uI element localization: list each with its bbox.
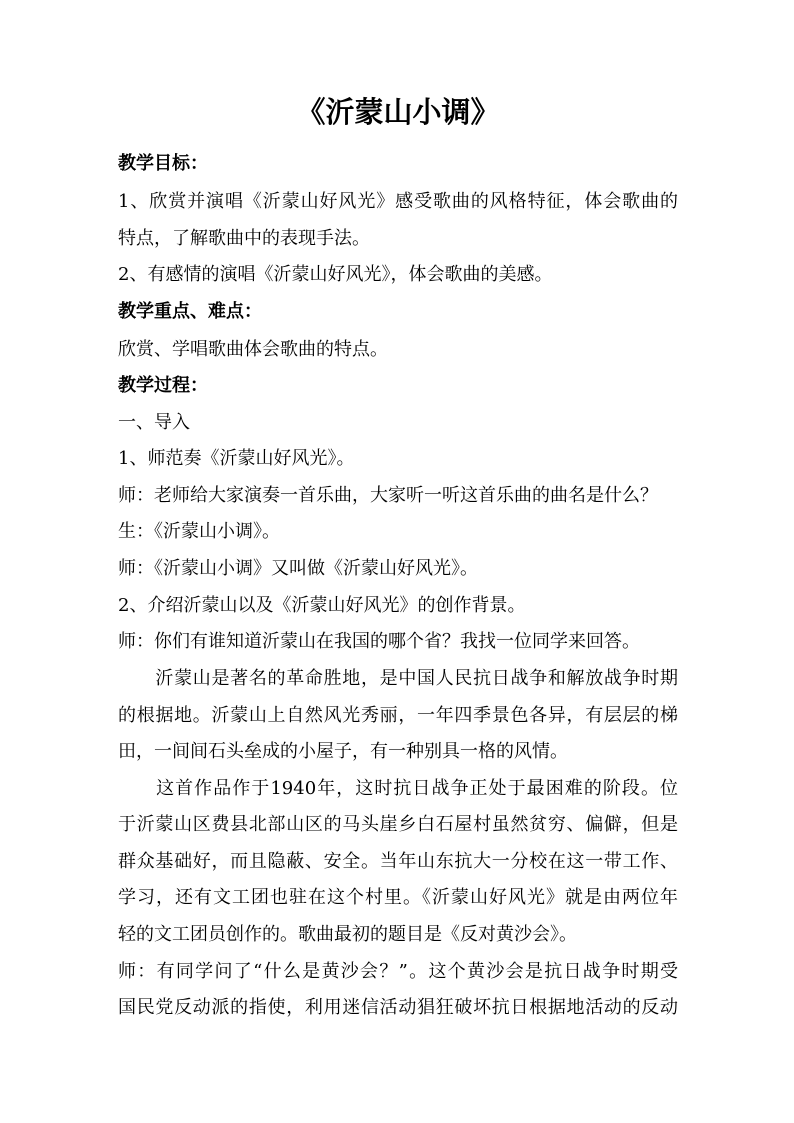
paragraph-line: 2、有感情的演唱《沂蒙山好风光》，体会歌曲的美感。 bbox=[118, 264, 553, 285]
document-title: 《沂蒙山小调》 bbox=[296, 95, 500, 129]
paragraph-line: 2、介绍沂蒙山以及《沂蒙山好风光》的创作背景。 bbox=[118, 595, 526, 616]
paragraph-line: 这首作品作于1940年，这时抗日战争正处于最困难的阶段。位 bbox=[118, 778, 678, 799]
paragraph-line: 田，一间间石头垒成的小屋子，有一种别具一格的风情。 bbox=[118, 741, 568, 762]
paragraph-line: 群众基础好，而且隐蔽、安全。当年山东抗大一分校在这一带工作、 bbox=[118, 851, 678, 872]
heading-process: 教学过程： bbox=[118, 375, 208, 396]
heading-key-points: 教学重点、难点： bbox=[118, 301, 262, 322]
dialogue-line: 师：你们有谁知道沂蒙山在我国的哪个省？我找一位同学来回答。 bbox=[118, 631, 640, 652]
paragraph-line: 1、欣赏并演唱《沂蒙山好风光》感受歌曲的风格特征，体会歌曲的 bbox=[118, 191, 678, 212]
dialogue-line: 生：《沂蒙山小调》。 bbox=[118, 521, 280, 542]
paragraph-line: 学习，还有文工团也驻在这个村里。《沂蒙山好风光》就是由两位年 bbox=[118, 887, 678, 908]
dialogue-line: 师：有同学问了“什么是黄沙会？”。这个黄沙会是抗日战争时期受 bbox=[118, 961, 678, 982]
paragraph-line: 1、师范奏《沂蒙山好风光》。 bbox=[118, 448, 355, 469]
paragraph-line: 欣赏、学唱歌曲体会歌曲的特点。 bbox=[118, 339, 388, 360]
paragraph-line: 沂蒙山是著名的革命胜地，是中国人民抗日战争和解放战争时期 bbox=[118, 668, 678, 689]
paragraph-line: 的根据地。沂蒙山上自然风光秀丽，一年四季景色各异，有层层的梯 bbox=[118, 705, 678, 726]
section-heading: 一、导入 bbox=[118, 412, 190, 433]
paragraph-line: 国民党反动派的指使，利用迷信活动猖狂破坏抗日根据地活动的反动 bbox=[118, 997, 678, 1018]
heading-objectives: 教学目标： bbox=[118, 153, 208, 174]
paragraph-line: 特点，了解歌曲中的表现手法。 bbox=[118, 228, 370, 249]
paragraph-line: 轻的文工团员创作的。歌曲最初的题目是《反对黄沙会》。 bbox=[118, 924, 577, 945]
dialogue-line: 师：老师给大家演奏一首乐曲，大家听一听这首乐曲的曲名是什么？ bbox=[118, 485, 658, 506]
paragraph-line: 于沂蒙山区费县北部山区的马头崖乡白石屋村虽然贫穷、偏僻，但是 bbox=[118, 814, 678, 835]
dialogue-line: 师：《沂蒙山小调》又叫做《沂蒙山好风光》。 bbox=[118, 558, 478, 579]
